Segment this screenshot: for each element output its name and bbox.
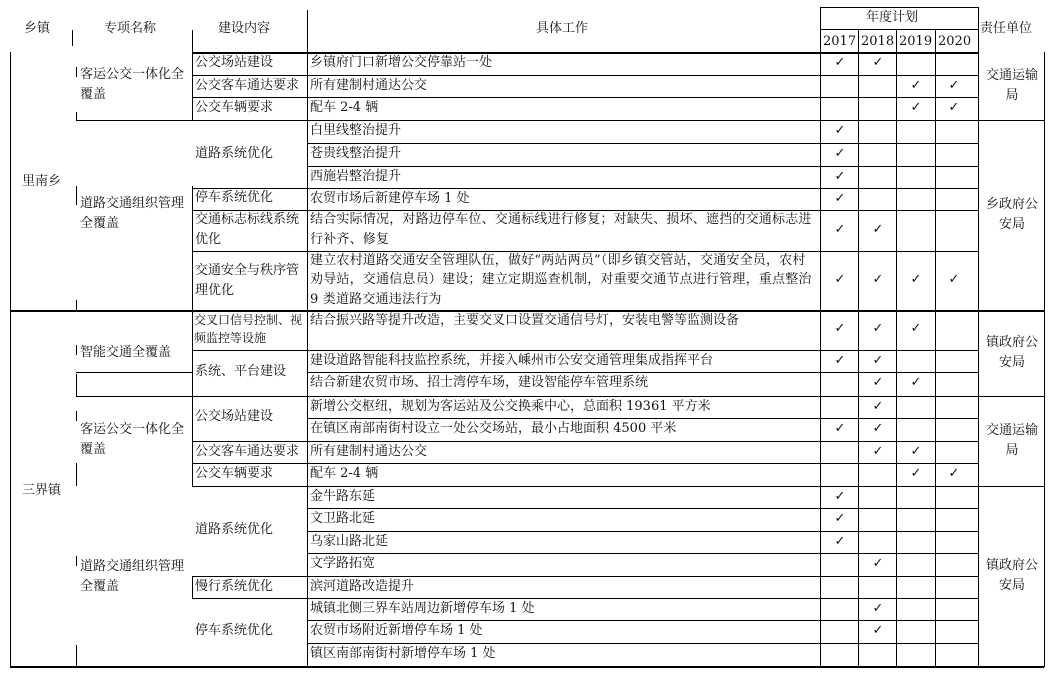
work-text: 结合实际情况，对路边停车位、交通标线进行修复；对缺失、损坏、遮挡的交通标志进行补齐、修复 xyxy=(310,212,812,247)
work-text: 所有建制村通达公交 xyxy=(310,78,428,93)
grid-line xyxy=(192,576,307,577)
grid-line xyxy=(896,29,897,667)
grid-line xyxy=(76,645,77,667)
grid-line xyxy=(307,188,978,189)
header-plan: 年度计划 xyxy=(866,10,919,25)
grid-line xyxy=(192,186,193,310)
grid-line xyxy=(307,576,978,577)
work-text: 配车 2-4 辆 xyxy=(310,466,379,481)
grid-line xyxy=(307,508,978,509)
check-mark: ✓ xyxy=(872,353,884,368)
work-text: 文学路拓宽 xyxy=(310,556,376,571)
check-mark: ✓ xyxy=(834,190,846,206)
town-sanjie: 三界镇 xyxy=(22,483,62,498)
work-text: 结合新建农贸市场、招士湾停车场，建设智能停车管理系统 xyxy=(310,375,649,390)
grid-line xyxy=(76,300,77,310)
grid-line xyxy=(978,7,979,667)
grid-line xyxy=(76,120,192,121)
unit-1: 交通运输局 xyxy=(985,68,1038,103)
check-mark: ✓ xyxy=(834,123,846,138)
check-mark: ✓ xyxy=(834,168,846,184)
grid-line xyxy=(192,97,307,98)
grid-line xyxy=(76,556,77,566)
grid-line xyxy=(192,350,307,351)
grid-line xyxy=(10,666,1044,668)
check-mark: ✓ xyxy=(872,222,884,237)
grid-line xyxy=(10,52,11,667)
grid-line xyxy=(192,52,193,120)
town-linan: 里南乡 xyxy=(22,174,62,189)
grid-line xyxy=(307,210,978,211)
grid-line xyxy=(820,7,978,8)
project-4: 客运公交一体化全覆盖 xyxy=(80,422,185,457)
content-6: 交通标志标线系统优化 xyxy=(195,212,300,247)
grid-line xyxy=(978,486,1044,487)
check-mark: ✓ xyxy=(872,375,884,390)
content-9: 系统、平台建设 xyxy=(195,364,287,379)
work-text: 农贸市场附近新增停车场 1 处 xyxy=(310,623,483,638)
check-mark: ✓ xyxy=(872,444,884,459)
check-mark: ✓ xyxy=(948,78,960,93)
content-7: 交通安全与秩序管理优化 xyxy=(195,263,300,298)
work-text: 建立农村道路交通安全管理队伍，做好“两站两员”（即乡镇交管站，交通安全员，农村劝导站，交通信息员）建设；建立定期巡查机制，对重要交通节点进行管理，重点整治 9 类道路交通违法行为 xyxy=(310,253,812,307)
grid-line xyxy=(192,576,193,598)
check-mark: ✓ xyxy=(948,100,960,115)
check-mark: ✓ xyxy=(872,272,884,287)
header-town: 乡镇 xyxy=(24,21,51,36)
check-mark: ✓ xyxy=(910,444,922,459)
content-2: 公交客车通达要求 xyxy=(195,78,300,93)
check-mark: ✓ xyxy=(834,421,846,436)
work-text: 西施岩整治提升 xyxy=(310,169,402,184)
grid-line xyxy=(192,311,193,396)
grid-line xyxy=(76,372,192,373)
grid-line xyxy=(192,396,307,397)
header-content: 建设内容 xyxy=(218,21,271,36)
work-text: 建设道路智能科技监控系统，并接入嵊州市公安交通管理集成指挥平台 xyxy=(310,353,714,368)
grid-line xyxy=(192,30,193,52)
grid-line xyxy=(307,166,978,167)
header-year-2017: 2017 xyxy=(823,34,857,49)
work-text: 在镇区南部南街村设立一处公交场站，最小占地面积 4500 平米 xyxy=(310,421,677,436)
grid-line xyxy=(307,251,978,252)
content-3: 公交车辆要求 xyxy=(195,100,274,115)
unit-3: 镇政府公安局 xyxy=(985,335,1038,370)
content-1: 公交场站建设 xyxy=(195,55,274,70)
grid-line xyxy=(978,120,1044,121)
work-text: 苍贵线整治提升 xyxy=(310,146,402,161)
grid-line xyxy=(1044,52,1045,667)
grid-line xyxy=(307,553,978,554)
grid-line xyxy=(192,210,307,211)
grid-line xyxy=(307,143,978,144)
content-5: 停车系统优化 xyxy=(195,190,274,205)
grid-line xyxy=(192,463,307,464)
project-1: 客运公交一体化全覆盖 xyxy=(80,67,185,102)
header-year-2020: 2020 xyxy=(938,34,972,49)
grid-line xyxy=(307,97,978,98)
content-13: 道路系统优化 xyxy=(195,522,274,537)
grid-line xyxy=(192,598,307,599)
check-mark: ✓ xyxy=(910,78,922,93)
check-mark: ✓ xyxy=(834,222,846,237)
work-text: 金牛路东延 xyxy=(310,489,376,504)
grid-line xyxy=(76,67,77,77)
grid-line xyxy=(307,463,978,464)
check-mark: ✓ xyxy=(834,55,846,70)
grid-line xyxy=(76,463,77,486)
grid-line xyxy=(307,120,978,121)
grid-line xyxy=(10,310,1044,312)
work-text: 乡镇府门口新增公交停靠站一处 xyxy=(310,55,493,70)
work-text: 滨河道路改造提升 xyxy=(310,579,415,594)
grid-line xyxy=(76,186,77,205)
grid-line xyxy=(858,29,859,667)
grid-line xyxy=(307,52,308,667)
project-3: 智能交通全覆盖 xyxy=(80,345,172,360)
grid-line xyxy=(307,486,978,487)
check-mark: ✓ xyxy=(834,489,846,504)
check-mark: ✓ xyxy=(872,623,884,638)
grid-line xyxy=(192,251,307,252)
grid-line xyxy=(192,486,307,487)
grid-line xyxy=(820,29,978,30)
grid-line xyxy=(307,10,308,52)
check-mark: ✓ xyxy=(910,375,922,390)
check-mark: ✓ xyxy=(872,55,884,70)
check-mark: ✓ xyxy=(834,511,846,526)
grid-line xyxy=(307,418,978,419)
work-text: 文卫路北延 xyxy=(310,511,376,526)
grid-line xyxy=(76,345,77,355)
check-mark: ✓ xyxy=(948,272,960,287)
grid-line xyxy=(307,441,978,442)
content-14: 慢行系统优化 xyxy=(195,579,274,594)
check-mark: ✓ xyxy=(872,321,884,336)
grid-line xyxy=(307,598,978,599)
unit-5: 镇政府公安局 xyxy=(985,558,1038,593)
grid-line xyxy=(192,52,978,54)
check-mark: ✓ xyxy=(910,100,922,115)
check-mark: ✓ xyxy=(872,421,884,436)
grid-line xyxy=(76,112,77,120)
work-text: 白里线整治提升 xyxy=(310,123,402,138)
grid-line xyxy=(307,643,978,644)
grid-line xyxy=(76,411,77,421)
grid-line xyxy=(307,396,978,397)
check-mark: ✓ xyxy=(834,272,846,287)
grid-line xyxy=(307,350,978,351)
grid-line xyxy=(192,120,307,121)
grid-line xyxy=(307,372,978,373)
check-mark: ✓ xyxy=(910,272,922,287)
project-5: 道路交通组织管理全覆盖 xyxy=(80,559,185,594)
project-2: 道路交通组织管理全覆盖 xyxy=(80,196,185,231)
grid-line xyxy=(76,374,77,396)
check-mark: ✓ xyxy=(910,466,922,481)
grid-line xyxy=(978,396,1044,397)
grid-line xyxy=(76,396,192,397)
header-year-2018: 2018 xyxy=(861,34,895,49)
work-text: 城镇北侧三界车站周边新增停车场 1 处 xyxy=(310,601,535,616)
check-mark: ✓ xyxy=(910,321,922,336)
work-text: 乌家山路北延 xyxy=(310,534,389,549)
header-year-2019: 2019 xyxy=(899,34,933,49)
check-mark: ✓ xyxy=(872,399,884,414)
work-text: 农贸市场后新建停车场 1 处 xyxy=(310,191,470,206)
check-mark: ✓ xyxy=(834,534,846,549)
content-8: 交叉口信号控制、视频监控等设施 xyxy=(194,313,303,345)
grid-line xyxy=(307,75,978,76)
grid-line xyxy=(192,441,307,442)
check-mark: ✓ xyxy=(834,146,846,161)
content-15: 停车系统优化 xyxy=(195,623,274,638)
check-mark: ✓ xyxy=(834,353,846,368)
grid-line xyxy=(820,7,821,667)
check-mark: ✓ xyxy=(872,601,884,616)
work-text: 所有建制村通达公交 xyxy=(310,444,428,459)
work-text: 新增公交枢纽，规划为客运站及公交换乘中心，总面积 19361 平方米 xyxy=(310,399,711,414)
grid-line xyxy=(307,620,978,621)
grid-line xyxy=(72,30,73,46)
work-text: 镇区南部南街村新增停车场 1 处 xyxy=(310,646,496,661)
content-10: 公交场站建设 xyxy=(195,409,274,424)
work-text: 结合振兴路等提升改造，主要交叉口设置交通信号灯，安装电警等监测设备 xyxy=(310,313,740,328)
grid-line xyxy=(935,29,936,667)
work-text: 配车 2-4 辆 xyxy=(310,100,379,115)
check-mark: ✓ xyxy=(872,556,884,571)
header-work: 具体工作 xyxy=(536,21,589,36)
grid-line xyxy=(192,188,307,189)
check-mark: ✓ xyxy=(948,466,960,481)
content-11: 公交客车通达要求 xyxy=(195,444,300,459)
unit-2: 乡政府公安局 xyxy=(985,197,1038,232)
unit-4: 交通运输局 xyxy=(985,423,1038,458)
header-unit: 责任单位 xyxy=(980,21,1033,36)
content-12: 公交车辆要求 xyxy=(195,466,274,481)
grid-line xyxy=(307,531,978,532)
header-project: 专项名称 xyxy=(104,21,157,36)
grid-line xyxy=(192,75,307,76)
content-4: 道路系统优化 xyxy=(195,146,274,161)
check-mark: ✓ xyxy=(834,321,846,336)
